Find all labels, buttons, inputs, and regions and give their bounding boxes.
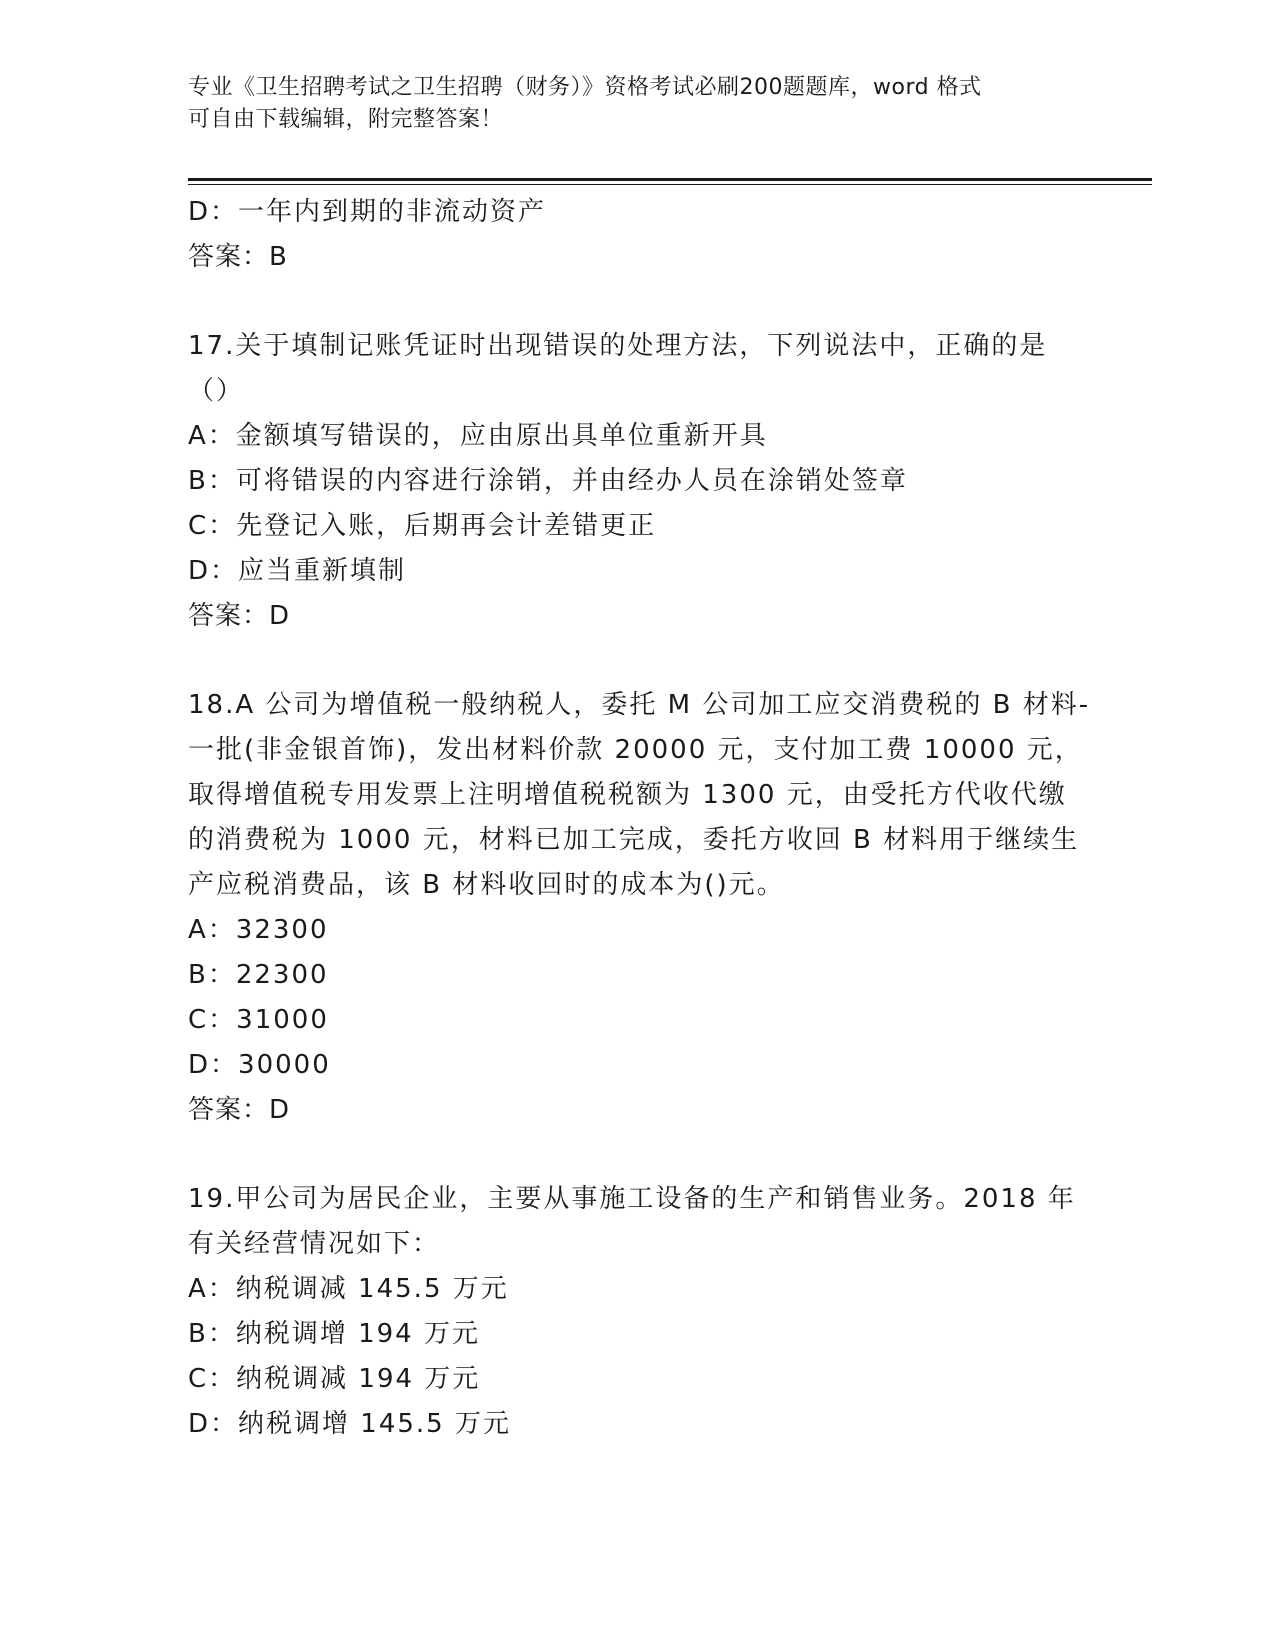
spacer <box>188 280 1088 324</box>
option-b: B：22300 <box>188 960 329 990</box>
spacer <box>188 639 1088 683</box>
carryover-answer: 答案：B <box>188 242 288 272</box>
option-d: D：纳税调增 145.5 万元 <box>188 1409 511 1439</box>
header-line-1: 专业《卫生招聘考试之卫生招聘（财务）》资格考试必刷200题题库，word 格式 <box>188 75 982 100</box>
option-b: B：可将错误的内容进行涂销，并由经办人员在涂销处签章 <box>188 466 908 496</box>
question-stem-line: 的消费税为 1000 元，材料已加工完成，委托方收回 B 材料用于继续生 <box>188 825 1080 855</box>
question-stem-line: 产应税消费品，该 B 材料收回时的成本为()元。 <box>188 870 785 900</box>
option-a: A：32300 <box>188 915 329 945</box>
answer: 答案：D <box>188 601 291 631</box>
question-stem-line: 17.关于填制记账凭证时出现错误的处理方法，下列说法中，正确的是 <box>188 331 1048 361</box>
question-19 <box>188 1177 1088 1447</box>
option-a: A：金额填写错误的，应由原出具单位重新开具 <box>188 421 768 451</box>
question-stem-line: 19.甲公司为居民企业，主要从事施工设备的生产和销售业务。2018 年 <box>188 1184 1076 1214</box>
answer: 答案：D <box>188 1095 291 1125</box>
option-d: D：30000 <box>188 1050 331 1080</box>
header-line-2: 可自由下载编辑，附完整答案！ <box>188 107 504 132</box>
question-stem-line: 有关经营情况如下： <box>188 1229 441 1259</box>
document-body <box>188 190 1091 1447</box>
question-18 <box>188 683 1091 1133</box>
carryover-option-d: D：一年内到期的非流动资产 <box>188 197 547 227</box>
option-c: C：先登记入账，后期再会计差错更正 <box>188 511 657 541</box>
option-c: C：31000 <box>188 1005 329 1035</box>
spacer <box>188 1133 1088 1177</box>
option-b: B：纳税调增 194 万元 <box>188 1319 480 1349</box>
question-stem-line: （） <box>188 376 245 406</box>
question-stem-line: 取得增值税专用发票上注明增值税税额为 1300 元，由受托方代收代缴 <box>188 780 1067 810</box>
option-a: A：纳税调减 145.5 万元 <box>188 1274 509 1304</box>
question-stem-line: 一批(非金银首饰)，发出材料价款 20000 元，支付加工费 10000 元， <box>188 735 1083 765</box>
question-stem-line: 18.A 公司为增值税一般纳税人，委托 M 公司加工应交消费税的 B 材料- <box>188 690 1091 720</box>
header-rule-thick <box>188 178 1152 181</box>
question-17 <box>188 324 1088 639</box>
option-d: D：应当重新填制 <box>188 556 407 586</box>
header-rule-thin <box>188 184 1152 185</box>
option-c: C：纳税调减 194 万元 <box>188 1364 481 1394</box>
page-header <box>188 72 1068 136</box>
